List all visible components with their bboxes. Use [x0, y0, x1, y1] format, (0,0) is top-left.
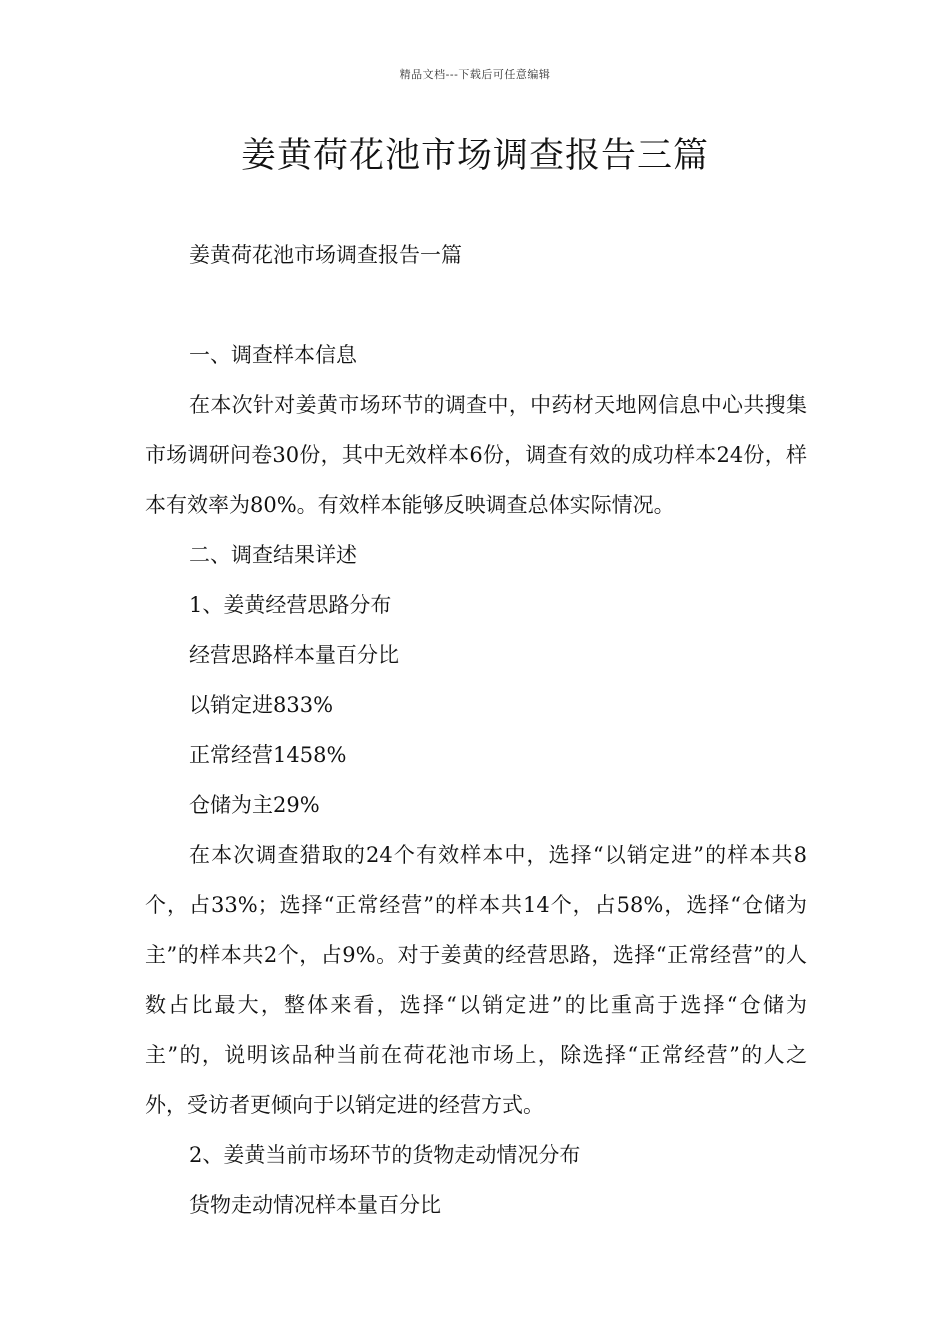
- table2-header: 货物走动情况样本量百分比: [189, 1193, 441, 1217]
- sub1-paragraph: 在本次调查猎取的24个有效样本中，选择“以销定进”的样本共8个，占33%；选择“正常经营”的样本共14个，占58%，选择“仓储为主”的样本共2个，占9%。对于姜黄的经营思路，选择“正常经营”的人数占比最大，整体来看，选择“以销定进”的比重高于选择“仓储为主”的，说明该品种当前在荷花池市场上，除选择“正常经营”的人之外，受访者更倾向于以销定进的经营方式。: [145, 843, 807, 1117]
- table1-row: 以销定进833%: [189, 693, 334, 717]
- section1-heading: 一、调查样本信息: [189, 343, 357, 367]
- table1-row: 正常经营1458%: [189, 743, 347, 767]
- document-title: 姜黄荷花池市场调查报告三篇: [240, 136, 709, 176]
- spacer: [145, 280, 807, 330]
- section1-paragraph: 在本次针对姜黄市场环节的调查中，中药材天地网信息中心共搜集市场调研问卷30份，其中无效样本6份，调查有效的成功样本24份，样本有效率为80%。有效样本能够反映调查总体实际情况。: [145, 393, 807, 517]
- sub1-heading: 1、姜黄经营思路分布: [189, 593, 392, 617]
- table1-header: 经营思路样本量百分比: [189, 643, 399, 667]
- section2-heading: 二、调查结果详述: [189, 543, 357, 567]
- document-body: [145, 230, 807, 1230]
- sub2-heading: 2、姜黄当前市场环节的货物走动情况分布: [189, 1143, 581, 1167]
- table1-row: 仓储为主29%: [189, 793, 320, 817]
- header-note: 精品文档---下载后可任意编辑: [399, 68, 551, 81]
- subtitle: 姜黄荷花池市场调查报告一篇: [189, 243, 462, 267]
